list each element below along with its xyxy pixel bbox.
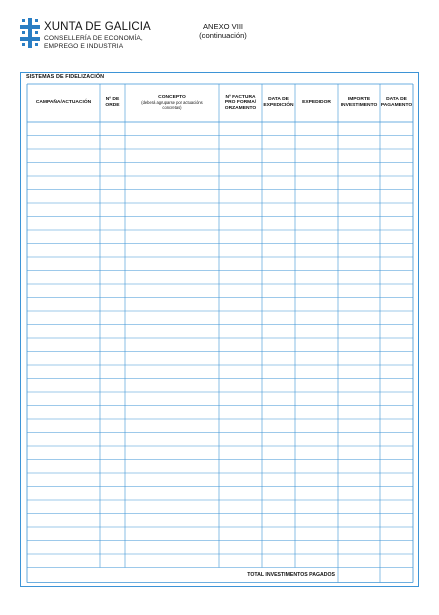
column-header-payment-date: DATA DE PAGAMENTO [380,97,413,108]
organization-block [44,21,151,50]
annex-subtitle: (continuación) [199,31,247,40]
section-title: SISTEMAS DE FIDELIZACIÓN [26,74,105,80]
table-grid-lines [27,84,413,582]
form-frame [20,72,419,587]
total-investments-label: TOTAL INVESTIMENTOS PAGADOS [247,572,335,578]
column-header-campaign: CAMPAÑA/ACTUACIÓN [35,100,92,106]
department-line-2: EMPREGO E INDUSTRIA [44,42,124,50]
column-header-investment-amount: IMPORTE INVESTIMENTO [340,97,378,108]
department-line-1: CONSELLERÍA DE ECONOMÍA, [44,35,143,42]
annex-heading [168,22,278,40]
column-header-issue-date: DATA DE EXPEDICIÓN [263,97,294,108]
annex-title: ANEXO VIII [202,22,244,31]
column-header-invoice-number: Nº FACTURA PRO FORMA/ ORZAMENTO [224,94,257,111]
column-header-concept: CONCEPTO (deberá agruparse por actuacións concretas) [141,95,203,110]
column-header-order-number: Nº DE ORDE [105,97,120,108]
organization-name: XUNTA DE GALICIA [44,21,151,33]
xunta-logo-icon [20,18,40,48]
column-header-issuer: EXPEDIDOR [302,100,331,106]
expenses-table [27,84,413,582]
